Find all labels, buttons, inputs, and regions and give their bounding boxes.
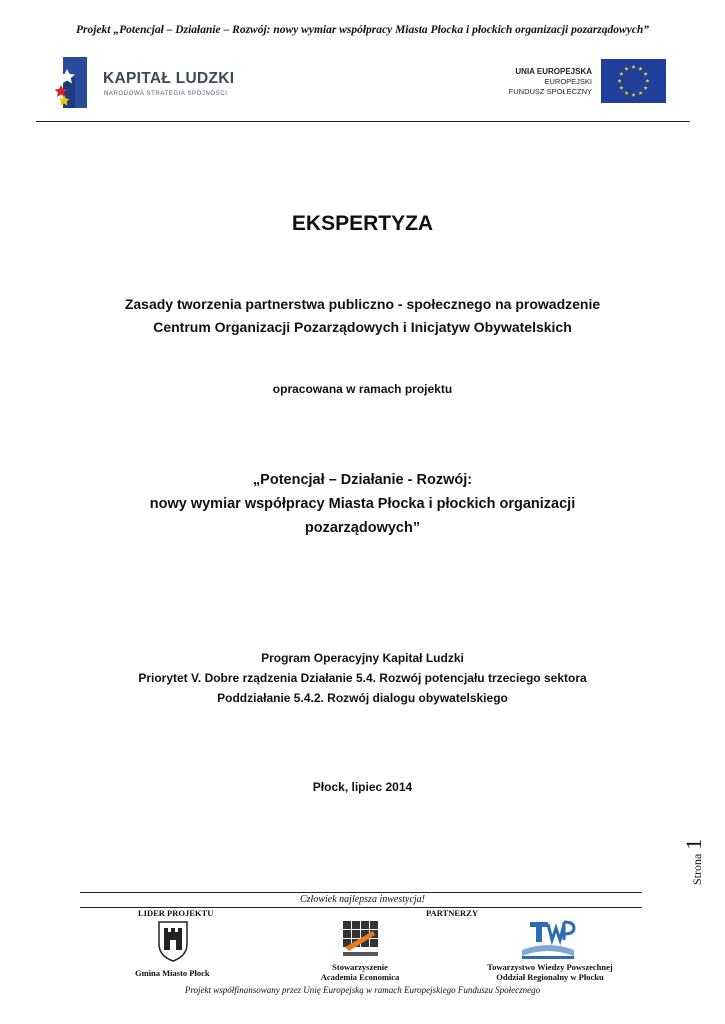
kapital-ludzki-emblem-icon bbox=[55, 55, 95, 110]
document-title: EKSPERTYZA bbox=[291, 212, 434, 235]
plock-coat-of-arms-icon bbox=[157, 920, 189, 962]
leader-name: Gmina Miasto Płock bbox=[135, 968, 210, 978]
prepared-in-text: opracowana w ramach projektu bbox=[272, 382, 453, 396]
eu-title: UNIA EUROPEJSKA bbox=[515, 67, 592, 76]
project-line-1: „Potencjał – Działanie - Rozwój: bbox=[252, 472, 473, 488]
page-number bbox=[676, 830, 706, 885]
partner2-name bbox=[475, 962, 625, 982]
partner2-line-2: Oddział Regionalny w Płocku bbox=[496, 972, 604, 982]
page-number-value: 1 bbox=[681, 838, 706, 850]
project-line-3: pozarządowych” bbox=[304, 520, 421, 536]
program-line-3: Poddziałanie 5.4.2. Rozwój dialogu obywatelskiego bbox=[217, 691, 508, 705]
academia-economica-logo-icon bbox=[343, 921, 379, 959]
eu-line3: FUNDUSZ SPOŁECZNY bbox=[508, 87, 592, 96]
partner1-line-2: Academia Economica bbox=[320, 972, 400, 982]
place-date: Płock, lipiec 2014 bbox=[312, 780, 413, 794]
eu-logo bbox=[492, 52, 679, 108]
kapital-ludzki-title: KAPITAŁ LUDZKI bbox=[103, 70, 235, 87]
footer-divider-top bbox=[80, 892, 642, 893]
kapital-ludzki-logo bbox=[55, 55, 235, 110]
partners-label: PARTNERZY bbox=[426, 908, 478, 918]
partner1-name bbox=[300, 962, 420, 982]
cofinanced-note: Projekt współfinansowany przez Unię Europejską w ramach Europejskiego Funduszu Społecznego bbox=[184, 985, 541, 995]
partner2-line-1: Towarzystwo Wiedzy Powszechnej bbox=[487, 962, 613, 972]
kapital-ludzki-subtitle: NARODOWA STRATEGIA SPÓJNOŚCI bbox=[104, 91, 228, 97]
project-line-2: nowy wymiar współpracy Miasta Płocka i płockich organizacji bbox=[149, 496, 576, 512]
document-subtitle bbox=[0, 293, 725, 339]
twp-logo-icon bbox=[518, 920, 578, 962]
leader-label: LIDER PROJEKTU bbox=[138, 908, 214, 918]
program-line-1: Program Operacyjny Kapitał Ludzki bbox=[261, 651, 464, 665]
partner1-line-1: Stowarzyszenie bbox=[332, 962, 388, 972]
header-project-line: Projekt „Potencjał – Działanie – Rozwój: nowy wymiar współpracy Miasta Płocka i płockich organizacji pozarządowych” bbox=[75, 24, 650, 36]
footer-motto: Człowiek najlepsza inwestycja! bbox=[300, 894, 425, 905]
program-line-2: Priorytet V. Dobre rządzenia Działanie 5.4. Rozwój potencjału trzeciego sektora bbox=[138, 671, 587, 685]
header-divider bbox=[36, 121, 690, 122]
page-number-label: Strona bbox=[690, 853, 704, 885]
program-info bbox=[0, 648, 725, 708]
subtitle-line-2: Centrum Organizacji Pozarządowych i Inicjatyw Obywatelskich bbox=[153, 319, 572, 335]
project-name bbox=[0, 468, 725, 540]
eu-flag-icon bbox=[601, 59, 666, 103]
subtitle-line-1: Zasady tworzenia partnerstwa publiczno - społecznego na prowadzenie bbox=[124, 296, 601, 312]
eu-line2: EUROPEJSKI bbox=[544, 77, 592, 86]
